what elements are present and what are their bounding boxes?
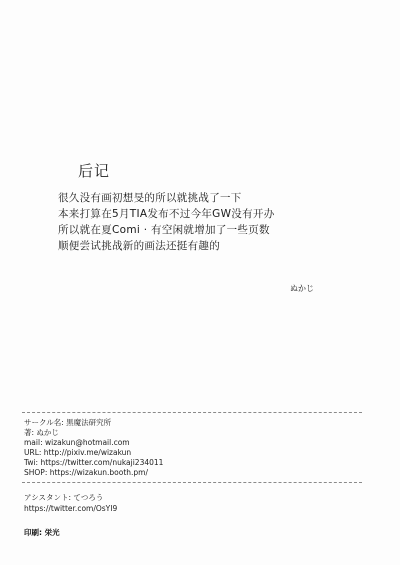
author-mail: mail: wizakun@hotmail.com [24,438,130,447]
divider-top [22,412,362,413]
afterword-line: 很久没有画初想旻的所以就挑战了一下 [58,192,242,204]
afterword-line: 顺便尝试挑战新的画法还挺有趣的 [58,240,220,252]
afterword-title: 后记 [78,162,111,180]
author-twitter: Twi: https://twitter.com/nukaji234011 [24,458,164,467]
assistant-name: アシスタント: てつろう [24,493,104,502]
afterword-line: 本来打算在5月TIA发布不过今年GW没有开办 [58,208,275,220]
assistant-credits [24,492,117,514]
afterword-line: 所以就在夏Comi · 有空闲就增加了一些页数 [58,224,270,236]
author-signature: ぬかじ [290,284,314,293]
circle-name: サークル名: 黒魔法研究所 [24,418,112,427]
author-url: URL: http://pixiv.me/wizakun [24,448,132,457]
author-shop: SHOP: https://wizakun.booth.pm/ [24,468,148,477]
printer-credit: 印刷: 栄光 [24,528,60,537]
assistant-twitter: https://twitter.com/OsYI9 [24,504,118,513]
author-name: 著: ぬかじ [24,428,59,437]
colophon [24,418,163,478]
divider-bottom [22,482,362,483]
afterword-body [58,190,358,254]
